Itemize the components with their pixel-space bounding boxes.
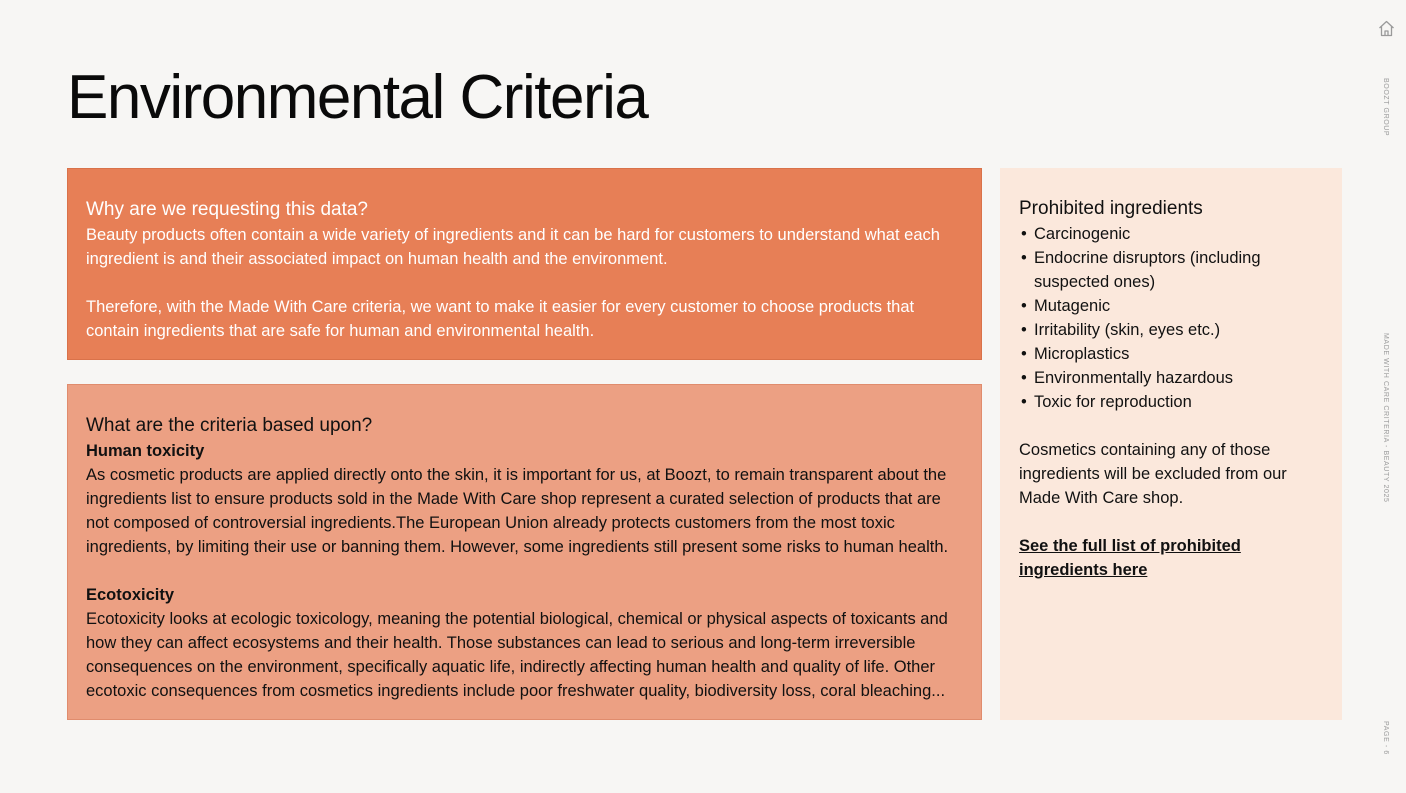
ecotoxicity-title: Ecotoxicity — [86, 586, 175, 604]
list-item: • Microplastics — [1019, 342, 1324, 366]
prohibited-note: Cosmetics containing any of those ingredients will be excluded from our Made With Care shop. — [1019, 441, 1287, 507]
prohibited-ingredients-box — [1000, 168, 1342, 720]
list-item: • Irritability (skin, eyes etc.) — [1019, 318, 1324, 342]
prohibited-list — [1019, 222, 1324, 414]
human-toxicity-title: Human toxicity — [86, 442, 205, 460]
ecotoxicity-text: Ecotoxicity looks at ecologic toxicology, meaning the potential biological, chemical or physical aspects of toxicants and how they can affect ecosystems and their health. Those substances can lead to serious and long-term irreversible consequences on the environment, specifically aquatic life, indirectly affecting human health and quality of life. Other ecotoxic consequences from cosmetics ingredients include poor freshwater quality, biodiversity loss, coral bleaching... — [86, 610, 948, 700]
human-toxicity-text: As cosmetic products are applied directly onto the skin, it is important for us, at Boozt, to remain transparent about the ingredients list to ensure products sold in the Made With Care shop represent a curated selection of products that are not composed of controversial ingredients.The European Union already protects customers from the most toxic ingredients, by limiting their use or banning them. However, some ingredients still present some risks to human health. — [86, 466, 949, 556]
why-box-paragraph-2: Therefore, with the Made With Care criteria, we want to make it easier for every customer to choose products that contain ingredients that are safe for human and environmental health. — [86, 298, 915, 340]
why-requesting-data-box — [67, 168, 982, 360]
why-box-paragraph-1: Beauty products often contain a wide variety of ingredients and it can be hard for customers to understand what each ingredient is and their associated impact on human health and the environment. — [86, 226, 940, 268]
list-item: • Carcinogenic — [1019, 222, 1324, 246]
page-number-label: PAGE - 6 — [1382, 721, 1389, 755]
why-box-heading: Why are we requesting this data? — [86, 199, 368, 220]
list-item: • Toxic for reproduction — [1019, 390, 1324, 414]
criteria-based-upon-box — [67, 384, 982, 720]
list-item: • Endocrine disruptors (including suspected ones) — [1019, 246, 1324, 294]
page-title: Environmental Criteria — [67, 63, 648, 132]
home-icon[interactable] — [1378, 20, 1395, 37]
prohibited-heading: Prohibited ingredients — [1019, 198, 1203, 219]
list-item: • Environmentally hazardous — [1019, 366, 1324, 390]
prohibited-list-link[interactable]: See the full list of prohibited ingredients here — [1019, 537, 1241, 579]
brand-side-label: BOOZT GROUP — [1382, 78, 1389, 137]
document-side-label: MADE WITH CARE CRITERIA - BEAUTY 2025 — [1382, 333, 1389, 503]
list-item: • Mutagenic — [1019, 294, 1324, 318]
criteria-box-heading: What are the criteria based upon? — [86, 415, 373, 436]
